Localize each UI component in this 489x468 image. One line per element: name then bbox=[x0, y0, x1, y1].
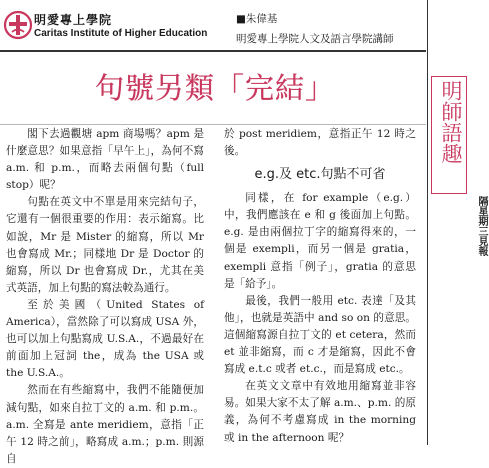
paragraph: 閣下去過觀塘 apm 商場嗎？apm 是什麼意思？如果意指「早午上」，為何不寫 a.m. 和 p.m.，而略去兩個句點（full stop）呢？ bbox=[6, 128, 204, 192]
paragraph: 然而在有些縮寫中，我們不能隨便加減句點，如來自拉丁文的 a.m. 和 p.m.。a.m. 全寫是 ante meridiem，意指「正午 12 時之前」，略寫成 a.m.；p.m. 則源自 bbox=[6, 384, 204, 465]
author-name: ■朱偉基 bbox=[236, 13, 278, 25]
article-column-right bbox=[224, 126, 416, 447]
institute-name-cn: 明愛專上學院 bbox=[34, 13, 113, 27]
institute-name-en: Caritas Institute of Higher Education bbox=[34, 28, 208, 39]
paragraph: 至於美國（United States of America），當然除了可以寫成 USA 外，也可以加上句點寫成 U.S.A.，不過最好在前面加上冠詞 the，成為 the USA 或 the U.S.A.。 bbox=[6, 298, 204, 380]
section-subhead: e.g.及 etc.句點不可省 bbox=[254, 167, 386, 183]
sidebar-divider bbox=[427, 0, 428, 445]
publication-schedule: 隔星期三見報 bbox=[476, 196, 487, 256]
paragraph: 句點在英文中不單是用來完結句子，它還有一個很重要的作用：表示縮寫。比如說，Mr 是 Mister 的縮寫，所以 Mr 也會寫成 Mr.；同樣地 Dr 是 Doctor 的縮寫，所以 Dr 也會寫成 Dr.，尤其在美式英語，加上句點的寫法較為通行。 bbox=[6, 196, 204, 294]
paragraph: 同樣，在 for example（e.g.）中，我們應該在 e 和 g 後面加上句點。 e.g. 是由兩個拉丁字的縮寫得來的，一個是 exempli，而另一個是 gratia，exempli 意指「例子」，gratia 的意思是「給予」。 bbox=[224, 192, 416, 290]
paragraph: 於 post meridiem，意指正午 12 時之後。 bbox=[224, 128, 416, 158]
paragraph: 最後，我們一般用 etc. 表達「及其他」，也就是英語中 and so on 的意思。這個縮寫源自拉丁文的 et cetera，然而 et 並非縮寫，而 c 才是縮寫，因此不會寫成 e.t.c 或者 et.c.，而是寫成 etc.。 bbox=[224, 294, 416, 376]
article-title: 句號另類「完結」 bbox=[95, 71, 336, 105]
column-name: 明師語趣 bbox=[439, 80, 463, 164]
title-divider bbox=[0, 124, 426, 125]
paragraph: 在英文文章中有效地用縮寫並非容易。如果大家不太了解 a.m.、p.m. 的原義，為何不考慮寫成 in the morning 或 in the afternoon 呢？ bbox=[224, 380, 416, 444]
header-divider bbox=[0, 50, 426, 52]
article-column-left bbox=[6, 126, 204, 468]
caritas-logo-icon bbox=[3, 10, 33, 40]
author-title: 明愛專上學院人文及語言學院講師 bbox=[236, 33, 394, 45]
